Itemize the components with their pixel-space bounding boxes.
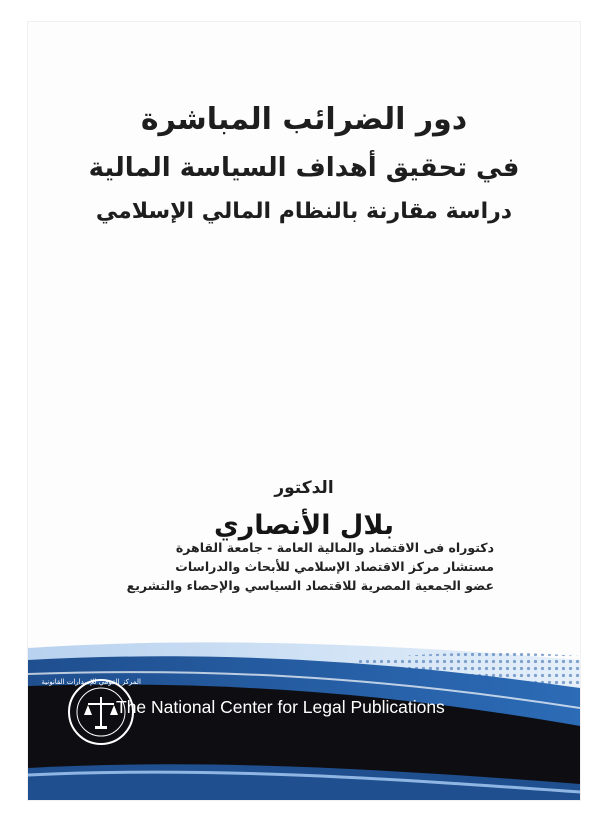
- main-title: دور الضرائب المباشرة: [140, 102, 468, 137]
- author-name: بلال الأنصاري: [214, 510, 394, 541]
- credential-line: مستشار مركز الاقتصاد الإسلامي للأبحاث والدراسات: [175, 559, 494, 574]
- credential-line: دكتوراه فى الاقتصاد والمالية العامة - جامعة القاهرة: [175, 540, 494, 555]
- publisher-name: The National Center for Legal Publications: [116, 697, 445, 717]
- title-block: [28, 102, 580, 224]
- author-credentials: [74, 538, 494, 595]
- subtitle: في تحقيق أهداف السياسة المالية: [88, 153, 520, 183]
- logo-caption: المركز القومي للإصدارات القانونية: [41, 678, 141, 686]
- credential-line: عضو الجمعية المصرية للاقتصاد السياسي والإحصاء والتشريع: [126, 578, 494, 593]
- author-title: الدكتور: [274, 478, 334, 498]
- book-cover: [28, 22, 580, 800]
- subtitle-secondary: دراسة مقارنة بالنظام المالي الإسلامي: [95, 199, 513, 224]
